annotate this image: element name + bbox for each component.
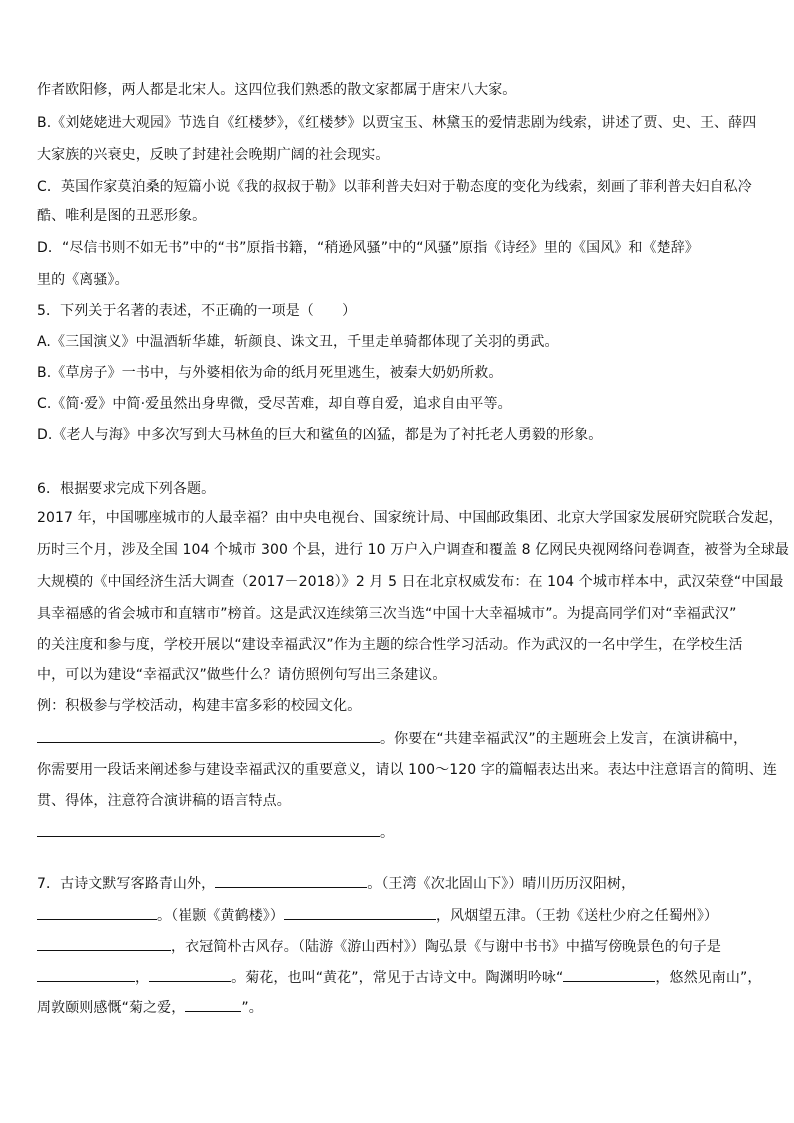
q5-stem: 5．下列关于名著的表述，不正确的一项是（ ） <box>37 303 357 319</box>
q6-passage-line: 历时三个月，涉及全国 104 个城市 300 个县，进行 10 万户入户调查和覆盖 8 亿网民央视网络问卷调查，被誉为全球最 <box>37 542 789 558</box>
q4-option-c: C．英国作家莫泊桑的短篇小说《我的叔叔于勒》以菲利普夫妇对于勒态度的变化为线索，刻画了菲利普夫妇自私冷 <box>37 179 752 195</box>
q7-text: ，风烟望五津。（王勃《送杜少府之任蜀州》） <box>436 908 719 924</box>
q7-text: 。（崔颢《黄鹤楼》） <box>157 908 284 924</box>
q5-option-a: A.《三国演义》中温酒斩华雄，斩颜良、诛文丑，千里走单骑都体现了关羽的勇武。 <box>37 334 559 350</box>
q7-line-5 <box>37 997 263 1018</box>
q5-option-b: B.《草房子》一书中，与外婆相依为命的纸月死里逃生，被秦大奶奶所救。 <box>37 365 503 381</box>
q6-blank-line-2 <box>37 822 394 843</box>
q7-text: ，衣冠简朴古风存。（陆游《游山西村》）陶弘景《与谢中书书》中描写傍晚景色的句子是 <box>171 939 721 955</box>
q5-option-d: D.《老人与海》中多次写到大马林鱼的巨大和鲨鱼的凶猛，都是为了衬托老人勇毅的形象。 <box>37 427 603 443</box>
q7-text: 7．古诗文默写客路青山外， <box>37 876 216 892</box>
q7-text: ”。 <box>241 1000 263 1016</box>
q6-end-mark: 。 <box>380 825 395 841</box>
answer-blank[interactable] <box>284 905 436 920</box>
q7-text: ，悠然见南山”， <box>655 970 762 986</box>
q7-text: ， <box>135 970 150 986</box>
answer-blank[interactable] <box>563 967 655 982</box>
q5-option-c: C.《简·爱》中简·爱虽然出身卑微，受尽苦难，却自尊自爱，追求自由平等。 <box>37 396 512 412</box>
q7-line-3 <box>37 936 721 957</box>
q6-after-blank-text: 。你要在“共建幸福武汉”的主题班会上发言，在演讲稿中， <box>380 731 748 747</box>
q6-passage-line: 大规模的《中国经济生活大调查（2017－2018）》2 月 5 日在北京权威发布：在 104 个城市样本中，武汉荣登“中国最 <box>37 574 784 590</box>
q7-text: 周敦颐则感慨“菊之爱， <box>37 1000 186 1016</box>
q6-stem: 6．根据要求完成下列各题。 <box>37 481 216 497</box>
answer-blank[interactable] <box>185 997 241 1012</box>
q7-line-2 <box>37 905 718 926</box>
q6-example: 例：积极参与学校活动，构建丰富多彩的校园文化。 <box>37 698 362 714</box>
q6-passage-line: 你需要用一段话来阐述参与建设幸福武汉的重要意义，请以 100～120 字的篇幅表达出来。表达中注意语言的简明、连 <box>37 762 777 778</box>
q4-option-d: D．“尽信书则不如无书”中的“书”原指书籍，“稍逊风骚”中的“风骚”原指《诗经》里的《国风》和《楚辞》 <box>37 240 699 256</box>
answer-blank[interactable] <box>37 936 171 951</box>
answer-blank[interactable] <box>37 905 157 920</box>
q7-line-1 <box>37 873 635 894</box>
q7-text: 。（王湾《次北固山下》）晴川历历汉阳树， <box>367 876 636 892</box>
q4-option-d-cont: 里的《离骚》。 <box>37 272 129 288</box>
q6-passage-line: 2017 年，中国哪座城市的人最幸福？由中央电视台、国家统计局、中国邮政集团、北京大学国家发展研究院联合发起， <box>37 510 783 526</box>
q4-option-b: B.《刘姥姥进大观园》节选自《红楼梦》，《红楼梦》以贾宝玉、林黛玉的爱情悲剧为线索，讲述了贾、史、王、薛四 <box>37 115 757 131</box>
q6-passage-line: 具幸福感的省会城市和直辖市”榜首。这是武汉连续第三次当选“中国十大幸福城市”。为提高同学们对“幸福武汉” <box>37 606 737 622</box>
q7-text: 。菊花，也叫“黄花”，常见于古诗文中。陶渊明吟咏“ <box>231 970 564 986</box>
q6-passage-line: 的关注度和参与度，学校开展以“建设幸福武汉”作为主题的综合性学习活动。作为武汉的一名中学生，在学校生活 <box>37 637 743 653</box>
q6-blank-line-1 <box>37 728 747 749</box>
q6-passage-line: 中，可以为建设“幸福武汉”做些什么？请仿照例句写出三条建议。 <box>37 667 447 683</box>
answer-blank[interactable] <box>149 967 231 982</box>
q7-line-4 <box>37 967 761 988</box>
answer-blank[interactable] <box>215 873 367 888</box>
answer-blank[interactable] <box>37 822 380 837</box>
q4-option-c-cont: 酷、唯利是图的丑恶形象。 <box>37 208 207 224</box>
answer-blank[interactable] <box>37 967 135 982</box>
q4-option-b-cont: 大家族的兴衰史，反映了封建社会晚期广阔的社会现实。 <box>37 147 390 163</box>
q6-passage-line: 贯、得体，注意符合演讲稿的语言特点。 <box>37 793 291 809</box>
q4-option-a-continuation: 作者欧阳修，两人都是北宋人。这四位我们熟悉的散文家都属于唐宋八大家。 <box>37 82 517 98</box>
answer-blank[interactable] <box>37 728 380 743</box>
